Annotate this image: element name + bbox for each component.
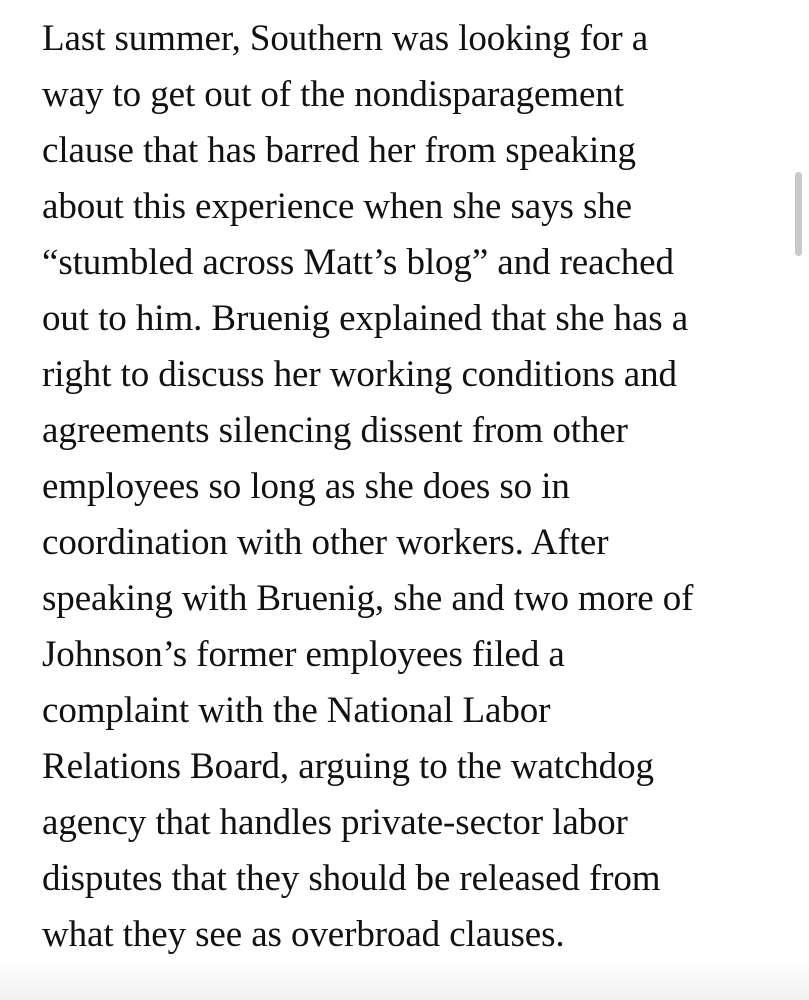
paragraph-line: employees so long as she does so in <box>42 466 570 507</box>
paragraph-line: way to get out of the nondisparagement <box>42 74 624 115</box>
paragraph-line: what they see as overbroad clauses. <box>42 914 565 955</box>
paragraph-line: right to discuss her working conditions and <box>42 354 677 395</box>
paragraph-line: agency that handles private-sector labor <box>42 802 628 843</box>
paragraph-line: clause that has barred her from speaking <box>42 130 636 171</box>
paragraph-line: disputes that they should be released from <box>42 858 661 899</box>
article-paragraph <box>42 11 787 963</box>
paragraph-line: “stumbled across Matt’s blog” and reached <box>42 242 674 283</box>
paragraph-line: agreements silencing dissent from other <box>42 410 628 451</box>
paragraph-line: coordination with other workers. After <box>42 522 609 563</box>
paragraph-line: speaking with Bruenig, she and two more of <box>42 578 694 619</box>
paragraph-line: out to him. Bruenig explained that she has a <box>42 298 689 339</box>
paragraph-line: complaint with the National Labor <box>42 690 551 731</box>
scrollbar-thumb[interactable] <box>795 172 802 256</box>
paragraph-line: about this experience when she says she <box>42 186 632 227</box>
bottom-edge-shadow <box>0 960 809 1000</box>
paragraph-line: Johnson’s former employees filed a <box>42 634 565 675</box>
paragraph-line: Relations Board, arguing to the watchdog <box>42 746 654 787</box>
paragraph-line: Last summer, Southern was looking for a <box>42 18 649 59</box>
